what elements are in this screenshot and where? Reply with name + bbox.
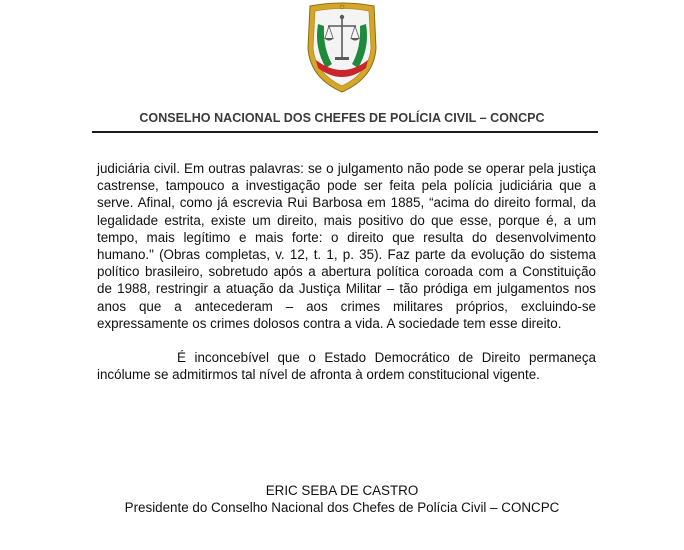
signatory-role: Presidente do Conselho Nacional dos Chefes de Polícia Civil – CONCPC [124,500,560,515]
police-crest-icon [302,2,382,94]
body-paragraph: É inconcebível que o Estado Democrático de Direito permaneça incólume se admitirmos tal nível de afronta à ordem constitucional vigente. [97,350,596,383]
document-body [97,160,596,383]
body-paragraph: judiciária civil. Em outras palavras: se o julgamento não pode se operar pela justiça castrense, tampouco a investigação pode ser feita pela polícia judiciária que a serve. Afinal, como já escrevia Rui Barbosa em 1885, “acima do direito formal, da legalidade estrita, existe um direito, mais positivo do que esse, porque é, a um tempo, mais legítimo e mais forte: o direito que resulta do desenvolvimento humano." (Obras completas, v. 12, t. 1, p. 35). Faz parte da evolução do sistema político brasileiro, sobretudo após a abertura política coroada com a Constituição de 1988, restringir a atuação da Justiça Militar – tão pródiga em julgamentos nos anos que a antecederam – aos crimes militares próprios, excluindo-se expressamente os crimes dolosos contra a vida. A sociedade tem esse direito. [97,161,596,331]
header-divider [92,131,598,133]
signature-block [0,482,684,516]
page-title: CONSELHO NACIONAL DOS CHEFES DE POLÍCIA CIVIL – CONCPC [139,111,545,125]
signatory-name: ERIC SEBA DE CASTRO [265,483,419,498]
